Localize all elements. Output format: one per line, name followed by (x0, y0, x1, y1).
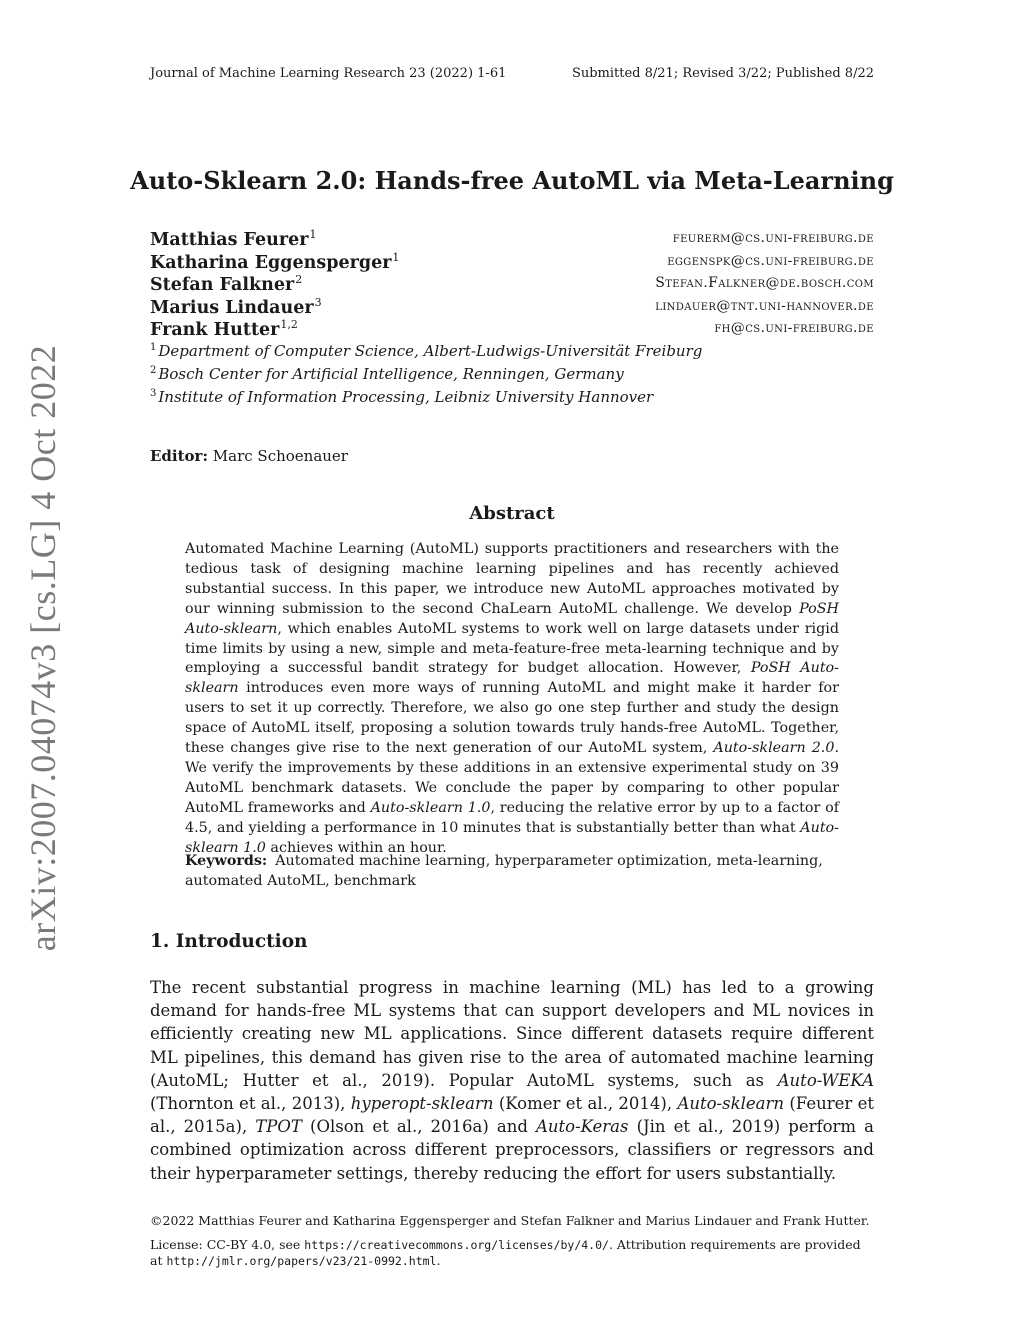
abstract-heading: Abstract (469, 503, 555, 524)
author-row (150, 228, 874, 250)
license-notice: License: CC-BY 4.0, see https://creativecommons.org/licenses/by/4.0/. Attribution requirements are provided at http://jmlr.org/papers/v23/21-0992.html. (150, 1237, 861, 1268)
emphasized-term: Auto-sklearn 1.0 (185, 819, 839, 856)
paper-title: Auto-Sklearn 2.0: Hands-free AutoML via Meta-Learning (130, 166, 894, 195)
text-run: Automated Machine Learning (AutoML) supports practitioners and researchers with the tedious task of designing machine learning pipelines and has recently achieved substantial success. In this paper, we introduce new AutoML approaches motivated by our winning submission to the second ChaLearn AutoML challenge. We develop (185, 541, 839, 617)
section-heading: 1. Introduction (150, 931, 308, 952)
author-name: Stefan Falkner$^2$ (150, 273, 303, 295)
arxiv-stamp-text: arXiv:2007.04074v3 [cs.LG] 4 Oct 2022 (23, 344, 63, 952)
author-email[interactable]: lindauer@tnt.uni-hannover.de (655, 298, 874, 314)
text-run: (Jin et al., 2019) perform a combined optimization across different preprocessors, classifiers or regressors and their hyperparameter settings, thereby reducing the effort for users substantially. (150, 1117, 874, 1183)
text-run: , reducing the relative error by up to a factor of 4.5, and yielding a performance in 10 minutes that is substantially better than what (185, 799, 839, 836)
emphasized-term: hyperopt-sklearn (350, 1094, 494, 1114)
emphasized-term: Auto-sklearn 1.0 (370, 799, 491, 816)
copyright-notice: ©2022 Matthias Feurer and Katharina Eggensperger and Stefan Falkner and Marius Lindauer and Frank Hutter. (150, 1213, 870, 1228)
emphasized-term: Auto-sklearn (677, 1094, 784, 1114)
abstract-paragraph (185, 540, 839, 859)
emphasized-term: Auto-WEKA (777, 1070, 874, 1090)
author-name: Katharina Eggensperger$^1$ (150, 251, 400, 273)
affiliation: $^1$ Department of Computer Science, Albert-Ludwigs-Universität Freiburg (150, 342, 703, 360)
abstract-text (185, 540, 839, 859)
text-run: (Thornton et al., 2013), (150, 1094, 351, 1114)
emphasized-term: PoSH Auto-sklearn (185, 600, 839, 637)
affiliation: $^3$ Institute of Information Processing, Leibniz University Hannover (150, 388, 654, 406)
author-row (150, 273, 874, 295)
text-run: achieves within an hour. (265, 839, 447, 856)
author-name: Marius Lindauer$^3$ (150, 296, 322, 318)
text-run: (Komer et al., 2014), (493, 1094, 678, 1114)
author-row (150, 296, 874, 318)
text-run: introduces even more ways of running AutoML and might make it harder for users to set it up correctly. Therefore, we also go one step further and study the design space of AutoML itself, proposing a solution towards truly hands-free AutoML. Together, these changes give rise to the next generation of our AutoML system, (185, 680, 839, 757)
emphasized-term: TPOT (255, 1117, 302, 1137)
editor-line: Editor: Marc Schoenauer (150, 447, 348, 465)
intro-paragraph (150, 976, 874, 1185)
text-run: , which enables AutoML systems to work well on large datasets under rigid time limits by using a new, simple and meta-feature-free meta-learning technique and by employing a successful bandit strategy for budget allocation. However, (185, 620, 839, 677)
emphasized-term: Auto-sklearn 2.0 (713, 740, 835, 757)
text-run: (Olson et al., 2016a) and (301, 1117, 536, 1137)
text-run: (Feurer et al., 2015a), (150, 1094, 874, 1137)
author-email[interactable]: eggenspk@cs.uni-freiburg.de (667, 253, 874, 269)
submission-dates: Submitted 8/21; Revised 3/22; Published 8/22 (571, 66, 874, 81)
keywords: Keywords: Automated machine learning, hyperparameter optimization, meta-learning, automated AutoML, benchmark (185, 853, 823, 889)
intro-text (150, 976, 874, 1185)
text-run: The recent substantial progress in machine learning (ML) has led to a growing demand for hands-free ML systems that can support developers and ML novices in efficiently creating new ML applications. Since different datasets require different ML pipelines, this demand has given rise to the area of automated machine learning (AutoML; Hutter et al., 2019). Popular AutoML systems, such as (150, 978, 874, 1090)
author-email[interactable]: fh@cs.uni-freiburg.de (714, 320, 874, 336)
emphasized-term: PoSH Auto-sklearn (185, 660, 839, 697)
text-run: . We verify the improvements by these additions in an extensive experimental study on 39 AutoML benchmark datasets. We conclude the paper by comparing to other popular AutoML frameworks and (185, 740, 839, 816)
emphasized-term: Auto-Keras (535, 1117, 629, 1137)
author-name: Matthias Feurer$^1$ (150, 228, 317, 250)
author-name: Frank Hutter$^{1,2}$ (150, 318, 298, 340)
attribution-link[interactable]: http://jmlr.org/papers/v23/21-0992.html (166, 1254, 437, 1268)
affiliation: $^2$ Bosch Center for Artificial Intelligence, Renningen, Germany (150, 365, 624, 383)
author-email[interactable]: Stefan.Falkner@de.bosch.com (655, 275, 874, 291)
author-row (150, 251, 874, 273)
author-email[interactable]: feurerm@cs.uni-freiburg.de (672, 230, 874, 246)
journal-header: Journal of Machine Learning Research 23 (2022) 1-61 (150, 66, 507, 81)
author-row (150, 318, 874, 340)
license-link[interactable]: https://creativecommons.org/licenses/by/4.0/ (304, 1238, 609, 1252)
